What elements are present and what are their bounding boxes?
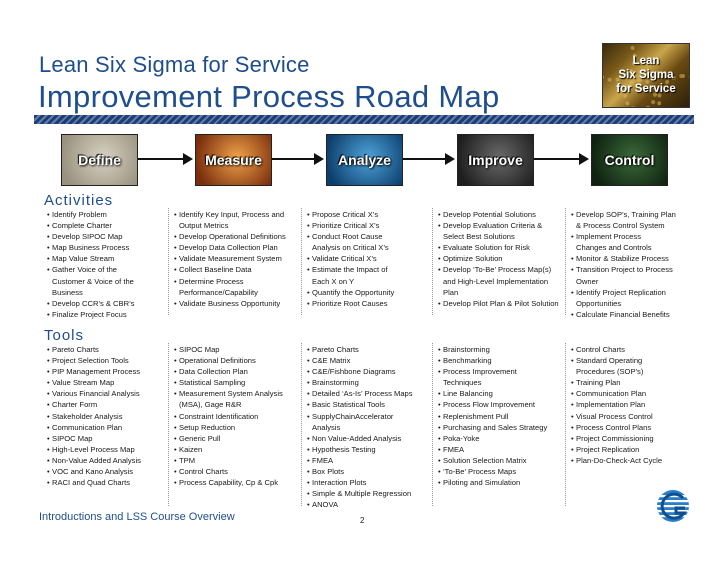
activity-item: • Develop Operational Definitions bbox=[173, 231, 286, 242]
activity-item: • Propose Critical X’s bbox=[306, 209, 394, 220]
tool-item: • Setup Reduction bbox=[173, 422, 283, 433]
column-divider bbox=[301, 208, 302, 315]
activity-item: • Prioritize Root Causes bbox=[306, 298, 394, 309]
tool-item: • Pareto Charts bbox=[306, 344, 413, 355]
activity-item: • Transition Project to Process Owner bbox=[570, 264, 676, 286]
tool-item: • C&E Matrix bbox=[306, 355, 413, 366]
tool-item: • Stakeholder Analysis bbox=[46, 411, 141, 422]
column-divider bbox=[565, 343, 566, 506]
tool-item: • Process Improvement Techniques bbox=[437, 366, 547, 388]
tool-item: • Process Capability, Cp & Cpk bbox=[173, 477, 283, 488]
activity-column-define bbox=[46, 209, 134, 320]
phase-label: Measure bbox=[205, 152, 262, 168]
column-divider bbox=[432, 343, 433, 506]
activity-item: • Develop Evaluation Criteria & Select Best Solutions bbox=[437, 220, 559, 242]
column-divider bbox=[565, 208, 566, 315]
column-divider bbox=[432, 208, 433, 315]
tool-item: • Generic Pull bbox=[173, 433, 283, 444]
tools-heading: Tools bbox=[44, 327, 85, 344]
tool-item: • Measurement System Analysis (MSA), Gage R&R bbox=[173, 388, 283, 410]
arrow-icon bbox=[138, 152, 193, 166]
tool-item: • Solution Selection Matrix bbox=[437, 455, 547, 466]
tool-item: • Non-Value Added Analysis bbox=[46, 455, 141, 466]
tool-item: • Project Selection Tools bbox=[46, 355, 141, 366]
tool-item: • Brainstorming bbox=[437, 344, 547, 355]
activity-item: • Evaluate Solution for Risk bbox=[437, 242, 559, 253]
phase-label: Analyze bbox=[338, 152, 391, 168]
activity-item: • Quantify the Opportunity bbox=[306, 287, 394, 298]
company-globe-icon bbox=[656, 489, 690, 523]
phase-analyze bbox=[326, 134, 403, 186]
tool-item: • Process Flow Improvement bbox=[437, 399, 547, 410]
tool-item: • Value Stream Map bbox=[46, 377, 141, 388]
activity-column-analyze bbox=[306, 209, 394, 309]
phase-define bbox=[61, 134, 138, 186]
activity-item: • Develop ‘To-Be’ Process Map(s) and High-Level Implementation Plan bbox=[437, 264, 559, 297]
column-divider bbox=[168, 343, 169, 506]
activity-item: • Map Value Stream bbox=[46, 253, 134, 264]
tool-item: • Statistical Sampling bbox=[173, 377, 283, 388]
activity-item: • Identify Problem bbox=[46, 209, 134, 220]
activity-item: • Develop Data Collection Plan bbox=[173, 242, 286, 253]
tool-item: • Standard Operating Procedures (SOP’s) bbox=[570, 355, 662, 377]
activity-item: • Identify Key Input, Process and Output Metrics bbox=[173, 209, 286, 231]
arrow-icon bbox=[272, 152, 324, 166]
column-divider bbox=[301, 343, 302, 506]
tool-item: • FMEA bbox=[306, 455, 413, 466]
tool-item: • TPM bbox=[173, 455, 283, 466]
phase-label: Improve bbox=[468, 152, 523, 168]
tool-item: • SupplyChainAccelerator Analysis bbox=[306, 411, 413, 433]
activity-item: • Develop SIPOC Map bbox=[46, 231, 134, 242]
activity-item: • Finalize Project Focus bbox=[46, 309, 134, 320]
tool-item: • Benchmarking bbox=[437, 355, 547, 366]
tool-item: • Constraint Identification bbox=[173, 411, 283, 422]
activity-item: • Determine Process Performance/Capability bbox=[173, 276, 286, 298]
activity-item: • Monitor & Stabilize Process bbox=[570, 253, 676, 264]
activity-column-control bbox=[570, 209, 676, 320]
activity-item: • Calculate Financial Benefits bbox=[570, 309, 676, 320]
tool-item: • Brainstorming bbox=[306, 377, 413, 388]
activity-item: • Identify Project Replication Opportunities bbox=[570, 287, 676, 309]
activity-item: • Conduct Root Cause Analysis on Critical X’s bbox=[306, 231, 394, 253]
tool-item: • ANOVA bbox=[306, 499, 413, 510]
activity-column-improve bbox=[437, 209, 559, 309]
activity-item: • Validate Measurement System bbox=[173, 253, 286, 264]
activity-item: • Develop CCR’s & CBR’s bbox=[46, 298, 134, 309]
tool-item: • Project Replication bbox=[570, 444, 662, 455]
page-number: 2 bbox=[360, 516, 365, 525]
tool-item: • Purchasing and Sales Strategy bbox=[437, 422, 547, 433]
activity-column-measure bbox=[173, 209, 286, 309]
tool-item: • Communication Plan bbox=[570, 388, 662, 399]
tool-item: • Line Balancing bbox=[437, 388, 547, 399]
subtitle: Lean Six Sigma for Service bbox=[39, 52, 310, 77]
tool-item: • Data Collection Plan bbox=[173, 366, 283, 377]
phase-label: Control bbox=[604, 152, 655, 168]
tool-item: • Replenishment Pull bbox=[437, 411, 547, 422]
activity-item: • Prioritize Critical X’s bbox=[306, 220, 394, 231]
tool-item: • Poka-Yoke bbox=[437, 433, 547, 444]
tool-item: • Visual Process Control bbox=[570, 411, 662, 422]
activity-item: • Estimate the Impact of Each X on Y bbox=[306, 264, 394, 286]
tool-column-improve bbox=[437, 344, 547, 488]
logo-text bbox=[603, 54, 689, 96]
tool-item: • Box Plots bbox=[306, 466, 413, 477]
tool-item: • Kaizen bbox=[173, 444, 283, 455]
activity-item: • Validate Critical X’s bbox=[306, 253, 394, 264]
tool-column-measure bbox=[173, 344, 283, 488]
tool-item: • Piloting and Simulation bbox=[437, 477, 547, 488]
tool-column-define bbox=[46, 344, 141, 488]
activity-item: • Collect Baseline Data bbox=[173, 264, 286, 275]
tool-item: • Pareto Charts bbox=[46, 344, 141, 355]
tool-item: • High-Level Process Map bbox=[46, 444, 141, 455]
tool-item: • Operational Definitions bbox=[173, 355, 283, 366]
column-divider bbox=[168, 208, 169, 315]
tool-item: • Various Financial Analysis bbox=[46, 388, 141, 399]
tool-item: • Process Control Plans bbox=[570, 422, 662, 433]
logo-line: Six Sigma bbox=[618, 69, 674, 81]
tool-item: • Charter Form bbox=[46, 399, 141, 410]
tool-column-analyze bbox=[306, 344, 413, 510]
activity-item: • Develop SOP’s, Training Plan & Process Control System bbox=[570, 209, 676, 231]
tool-item: • ‘To-Be’ Process Maps bbox=[437, 466, 547, 477]
activity-item: • Implement Process Changes and Controls bbox=[570, 231, 676, 253]
phase-measure bbox=[195, 134, 272, 186]
tool-item: • Basic Statistical Tools bbox=[306, 399, 413, 410]
tool-item: • Control Charts bbox=[173, 466, 283, 477]
arrow-icon bbox=[534, 152, 589, 166]
logo-line: for Service bbox=[616, 83, 676, 95]
tool-item: • Non Value-Added Analysis bbox=[306, 433, 413, 444]
tool-item: • Simple & Multiple Regression bbox=[306, 488, 413, 499]
tool-item: • C&E/Fishbone Diagrams bbox=[306, 366, 413, 377]
tool-item: • Plan-Do-Check-Act Cycle bbox=[570, 455, 662, 466]
activity-item: • Map Business Process bbox=[46, 242, 134, 253]
logo-line: Lean bbox=[632, 55, 660, 67]
title-band bbox=[34, 115, 694, 124]
activity-item: • Complete Charter bbox=[46, 220, 134, 231]
tool-item: • FMEA bbox=[437, 444, 547, 455]
phase-label: Define bbox=[78, 152, 121, 168]
tool-item: • Training Plan bbox=[570, 377, 662, 388]
activity-item: • Develop Pilot Plan & Pilot Solution bbox=[437, 298, 559, 309]
arrow-icon bbox=[403, 152, 455, 166]
activity-item: • Develop Potential Solutions bbox=[437, 209, 559, 220]
tool-item: • Implementation Plan bbox=[570, 399, 662, 410]
tool-item: • Detailed ‘As-Is’ Process Maps bbox=[306, 388, 413, 399]
tool-item: • RACI and Quad Charts bbox=[46, 477, 141, 488]
lean-six-sigma-logo bbox=[602, 43, 690, 108]
activity-item: • Gather Voice of the Customer & Voice of the Business bbox=[46, 264, 134, 297]
tool-item: • Interaction Plots bbox=[306, 477, 413, 488]
tool-item: • Control Charts bbox=[570, 344, 662, 355]
page-title: Improvement Process Road Map bbox=[38, 79, 500, 114]
tool-item: • SIPOC Map bbox=[173, 344, 283, 355]
activity-item: • Validate Business Opportunity bbox=[173, 298, 286, 309]
tool-item: • Hypothesis Testing bbox=[306, 444, 413, 455]
activity-item: • Optimize Solution bbox=[437, 253, 559, 264]
activities-heading: Activities bbox=[44, 192, 114, 209]
tool-item: • PIP Management Process bbox=[46, 366, 141, 377]
phase-control bbox=[591, 134, 668, 186]
tool-item: • SIPOC Map bbox=[46, 433, 141, 444]
tool-column-control bbox=[570, 344, 662, 466]
phase-improve bbox=[457, 134, 534, 186]
footer-text: Introductions and LSS Course Overview bbox=[39, 511, 235, 523]
tool-item: • Communication Plan bbox=[46, 422, 141, 433]
tool-item: • Project Commissioning bbox=[570, 433, 662, 444]
tool-item: • VOC and Kano Analysis bbox=[46, 466, 141, 477]
